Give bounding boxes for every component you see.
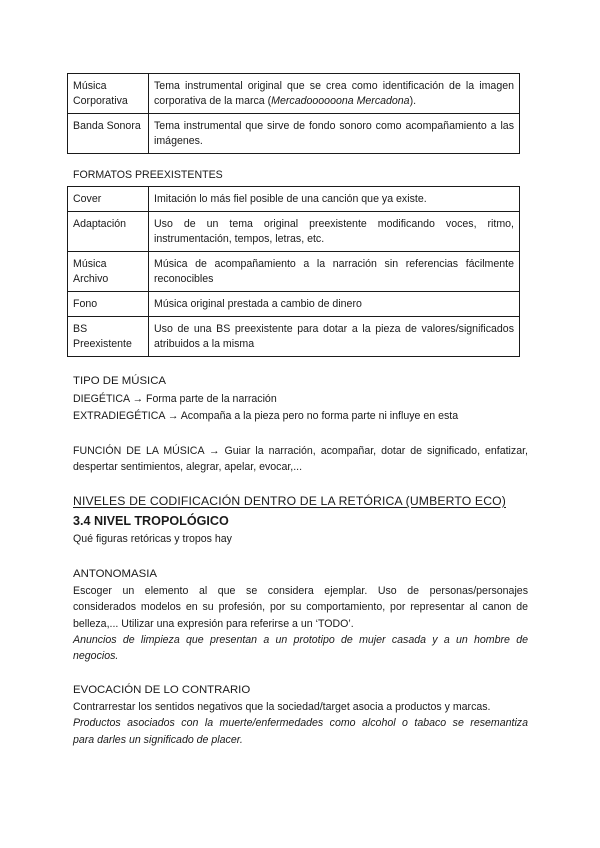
term-cell: Música Corporativa [68, 74, 149, 114]
music-types-table [67, 73, 520, 154]
section-title: NIVELES DE CODIFICACIÓN DENTRO DE LA RETÓRICA (UMBERTO ECO) [73, 494, 506, 508]
definition-cell: Uso de una BS preexistente para dotar a la pieza de valores/significados atribuidos a la misma [149, 317, 520, 357]
term-cell: BS Preexistente [68, 317, 149, 357]
italic-example: Mercadoooooona Mercadona [271, 95, 410, 107]
term-cell: Música Archivo [68, 252, 149, 292]
term-cell: Cover [68, 187, 149, 212]
definition-cell: Música original prestada a cambio de dinero [149, 292, 520, 317]
table-row [68, 212, 520, 252]
formatos-heading: FORMATOS PREEXISTENTES [73, 169, 223, 181]
term-cell: Adaptación [68, 212, 149, 252]
tipo-heading: TIPO DE MÚSICA [73, 375, 167, 387]
intro-line: Qué figuras retóricas y tropos hay [73, 533, 232, 545]
funcion-paragraph: FUNCIÓN DE LA MÚSICA → Guiar la narración, acompañar, dotar de significado, enfatizar, despertar sentimientos, alegrar, apelar, evocar,... [73, 445, 528, 474]
table-row [68, 187, 520, 212]
definition-cell: Música de acompañamiento a la narración sin referencias fácilmente reconocibles [149, 252, 520, 292]
subsection-title: 3.4 NIVEL TROPOLÓGICO [73, 514, 229, 528]
table-row [68, 317, 520, 357]
table-row [68, 114, 520, 154]
antonomasia-paragraph: Escoger un elemento al que se considera ejemplar. Uso de personas/personajes considerados modelos en su profesión, por su comportamiento, por representar al canon de belleza,... Utilizar una expresión para referirse a un ‘TODO’. Anuncios de limpieza que presentan a un prototipo de mujer casada y a un hombre de negocios. [73, 585, 528, 663]
antonomasia-heading: ANTONOMASIA [73, 568, 157, 580]
definition-cell: Uso de un tema original preexistente modificando voces, ritmo, instrumentación, tempos, letras, etc. [149, 212, 520, 252]
table-row [68, 292, 520, 317]
evocacion-heading: EVOCACIÓN DE LO CONTRARIO [73, 684, 251, 696]
formatos-table [67, 186, 520, 357]
term-cell: Banda Sonora [68, 114, 149, 154]
table-row [68, 74, 520, 114]
table-row [68, 252, 520, 292]
definition-cell: Tema instrumental original que se crea como identificación de la imagen corporativa de la marca (Mercadoooooona Mercadona). [149, 74, 520, 114]
definition-cell: Imitación lo más fiel posible de una canción que ya existe. [149, 187, 520, 212]
extradiegetica-line: EXTRADIEGÉTICA → Acompaña a la pieza pero no forma parte ni influye en esta [73, 410, 459, 422]
diegetica-line: DIEGÉTICA → Forma parte de la narración [73, 393, 277, 405]
evocacion-paragraph: Contrarrestar los sentidos negativos que la sociedad/target asocia a productos y marcas. Productos asociados con la muerte/enfermedades como alcohol o tabaco se resemantiza para darles un significado de placer. [73, 701, 528, 746]
term-cell: Fono [68, 292, 149, 317]
definition-cell: Tema instrumental que sirve de fondo sonoro como acompañamiento a las imágenes. [149, 114, 520, 154]
